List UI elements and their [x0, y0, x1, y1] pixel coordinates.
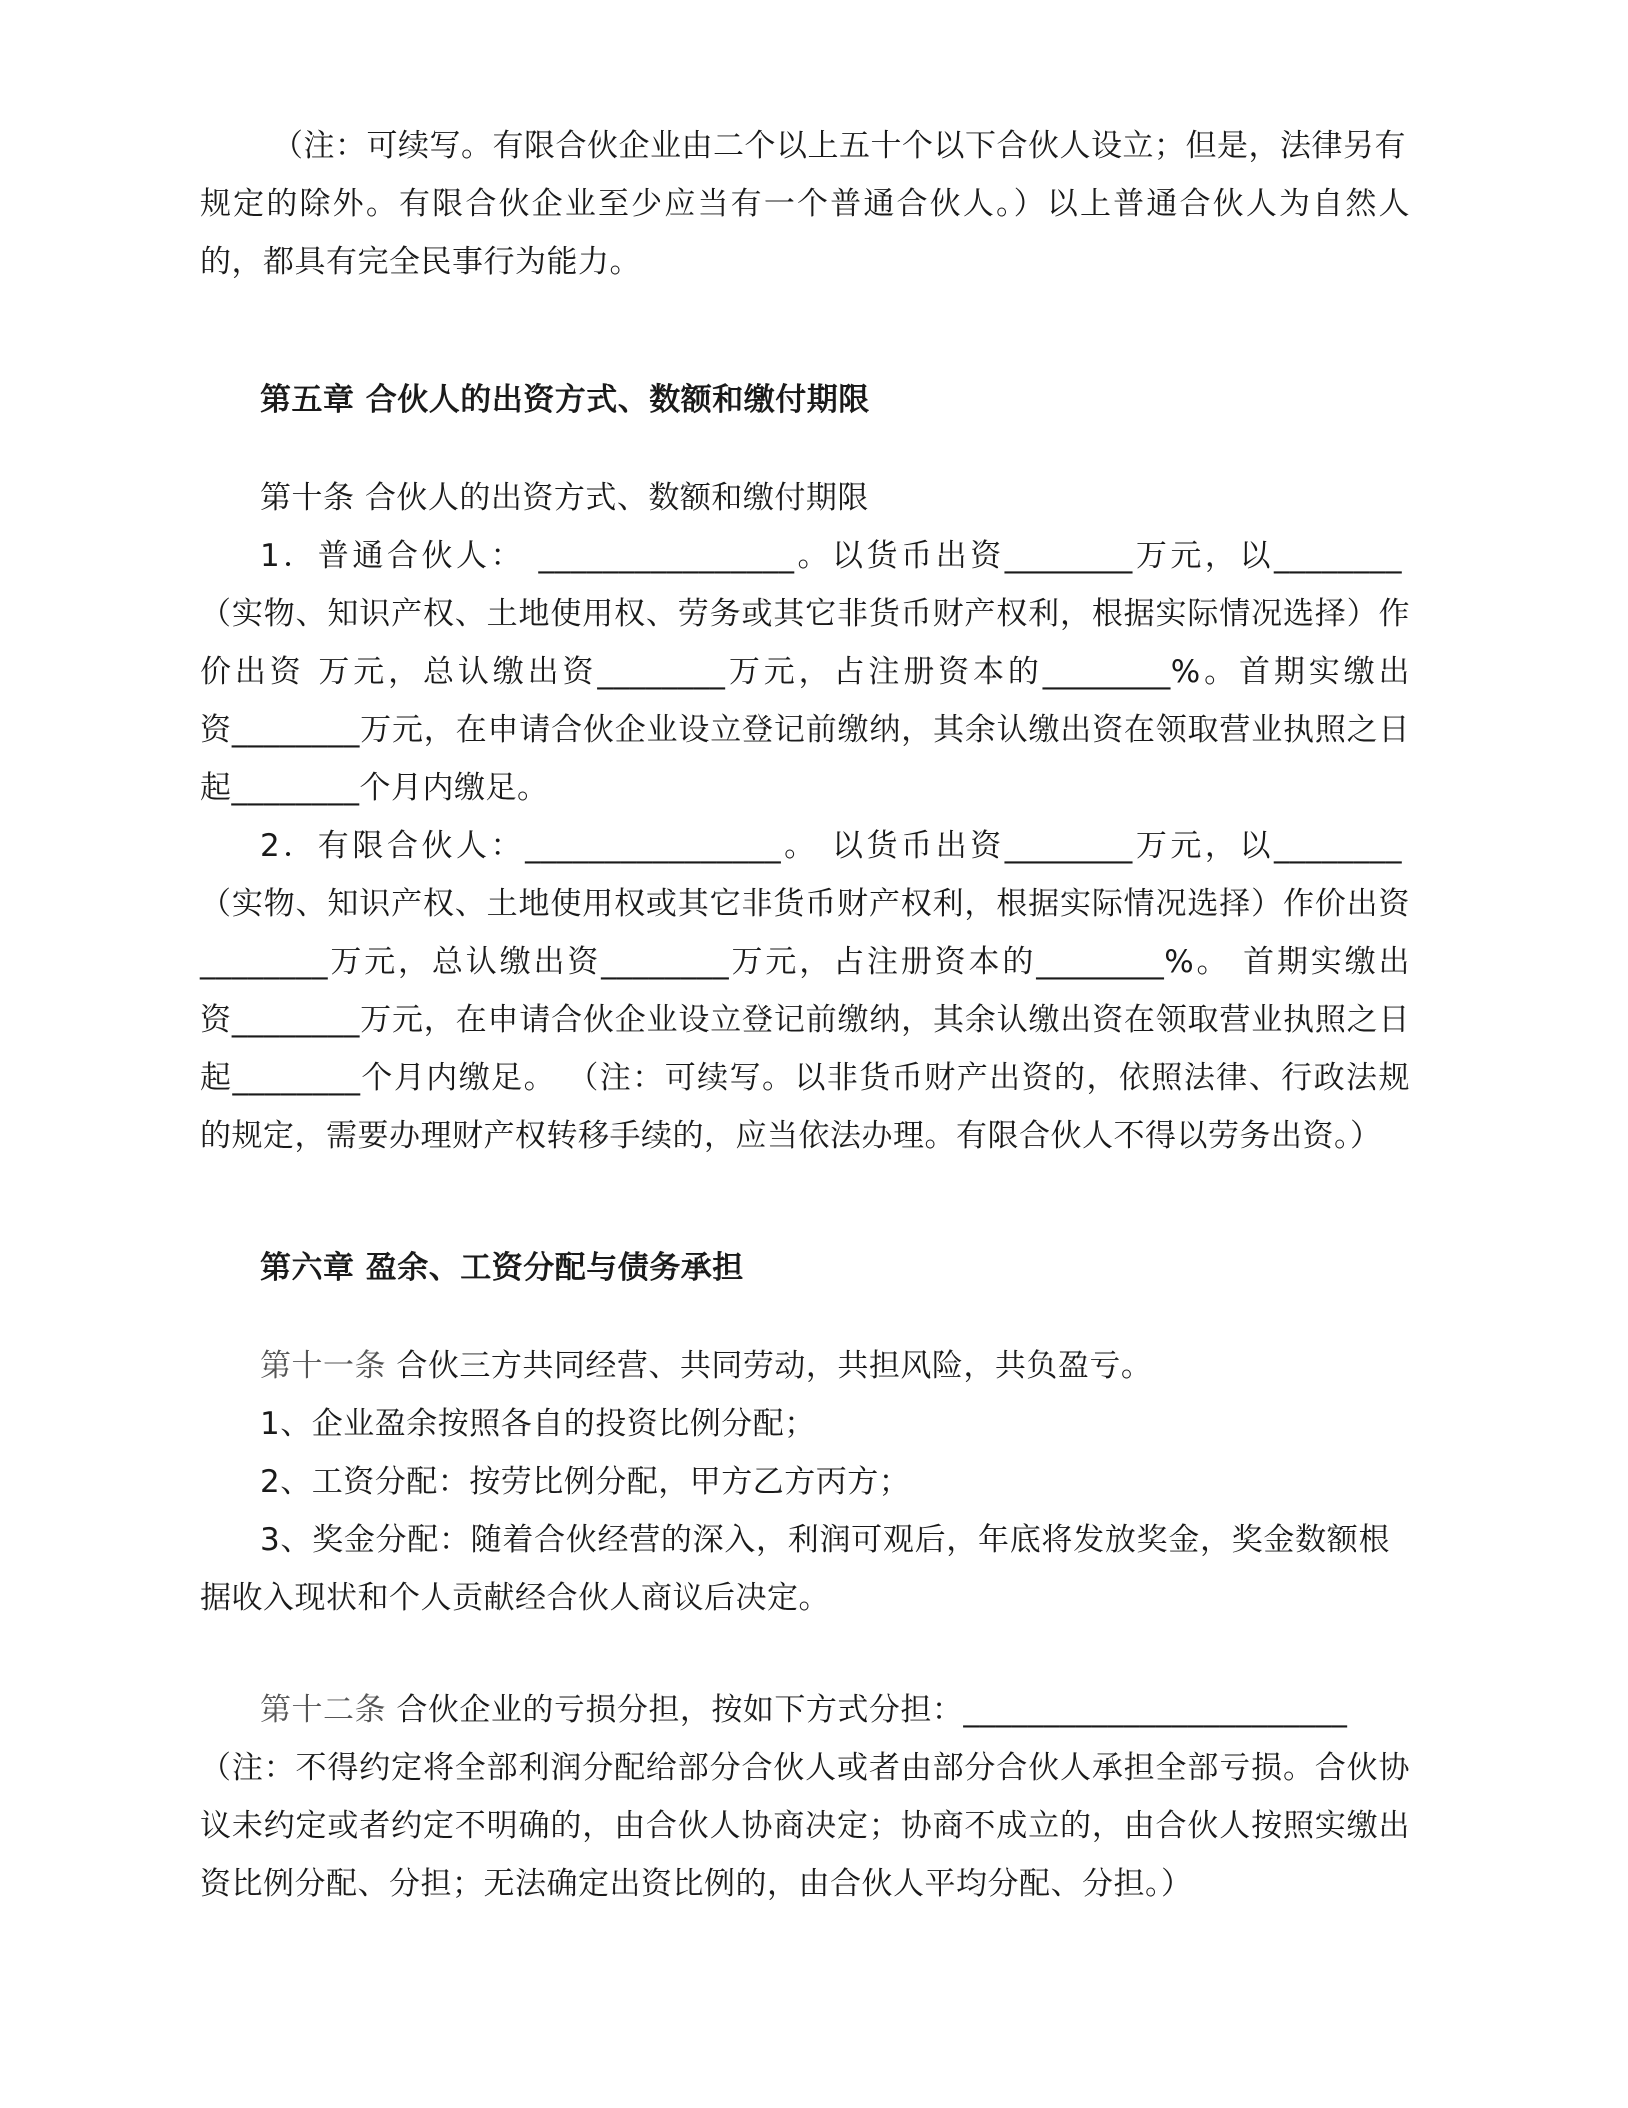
paragraph-note-line-2: 规定的除外。有限合伙企业至少应当有一个普通合伙人。）以上普通合伙人为自然人	[200, 186, 1410, 222]
article-10-line-9: 资________万元，在申请合伙企业设立登记前缴纳，其余认缴出资在领取营业执照之日	[200, 1002, 1410, 1038]
article-10-line-10: 起________个月内缴足。 （注：可续写。以非货币财产出资的，依照法律、行政法规	[200, 1060, 1410, 1096]
article-11-item-3-line-1: 3、奖金分配：随着合伙经营的深入，利润可观后，年底将发放奖金，奖金数额根	[260, 1522, 1390, 1558]
article-11-item-3-line-2: 据收入现状和个人贡献经合伙人商议后决定。	[200, 1580, 830, 1616]
article-11-label: 第十一条	[260, 1348, 386, 1384]
article-10-line-3: 价出资 万元，总认缴出资________万元，占注册资本的________%。首期实缴出	[200, 654, 1410, 690]
article-12-note-line-1: （注：不得约定将全部利润分配给部分合伙人或者由部分合伙人承担全部亏损。合伙协	[200, 1750, 1410, 1786]
article-10-heading: 第十条 合伙人的出资方式、数额和缴付期限	[260, 480, 869, 516]
article-10-line-5: 起________个月内缴足。	[200, 770, 549, 806]
article-11-text: 合伙三方共同经营、共同劳动，共担风险，共负盈亏。	[396, 1348, 1153, 1384]
article-10-line-4: 资________万元，在申请合伙企业设立登记前缴纳，其余认缴出资在领取营业执照之日	[200, 712, 1410, 748]
article-11-item-1: 1、企业盈余按照各自的投资比例分配；	[260, 1406, 816, 1442]
article-11-line-1	[260, 1346, 1470, 1386]
article-10-line-11: 的规定，需要办理财产权转移手续的，应当依法办理。有限合伙人不得以劳务出资。）	[200, 1118, 1382, 1154]
chapter-6-heading: 第六章 盈余、工资分配与债务承担	[260, 1250, 744, 1286]
article-10-line-8: ________万元，总认缴出资________万元，占注册资本的________%。 首期实缴出	[200, 944, 1410, 980]
paragraph-note-line-1: （注：可续写。有限合伙企业由二个以上五十个以下合伙人设立；但是，法律另有	[272, 128, 1406, 164]
article-11-item-2: 2、工资分配：按劳比例分配，甲方乙方丙方；	[260, 1464, 911, 1500]
article-10-line-2: （实物、知识产权、土地使用权、劳务或其它非货币财产权利，根据实际情况选择）作	[200, 596, 1410, 632]
chapter-5-heading: 第五章 合伙人的出资方式、数额和缴付期限	[260, 382, 870, 418]
article-12-label: 第十二条	[260, 1692, 386, 1728]
article-12-line-1	[260, 1690, 1470, 1730]
article-10-line-7: （实物、知识产权、土地使用权或其它非货币财产权利，根据实际情况选择）作价出资	[200, 886, 1410, 922]
article-12-note-line-3: 资比例分配、分担；无法确定出资比例的，由合伙人平均分配、分担。）	[200, 1866, 1193, 1902]
article-10-line-6: 2．有限合伙人：________________。 以货币出资________万元，以________	[260, 828, 1402, 864]
article-10-line-1: 1．普通合伙人： ________________。以货币出资________万元，以________	[260, 538, 1402, 574]
paragraph-note-line-3: 的，都具有完全民事行为能力。	[200, 244, 641, 280]
article-12-text: 合伙企业的亏损分担，按如下方式分担：________________________	[396, 1692, 1348, 1728]
article-12-note-line-2: 议未约定或者约定不明确的，由合伙人协商决定；协商不成立的，由合伙人按照实缴出	[200, 1808, 1410, 1844]
